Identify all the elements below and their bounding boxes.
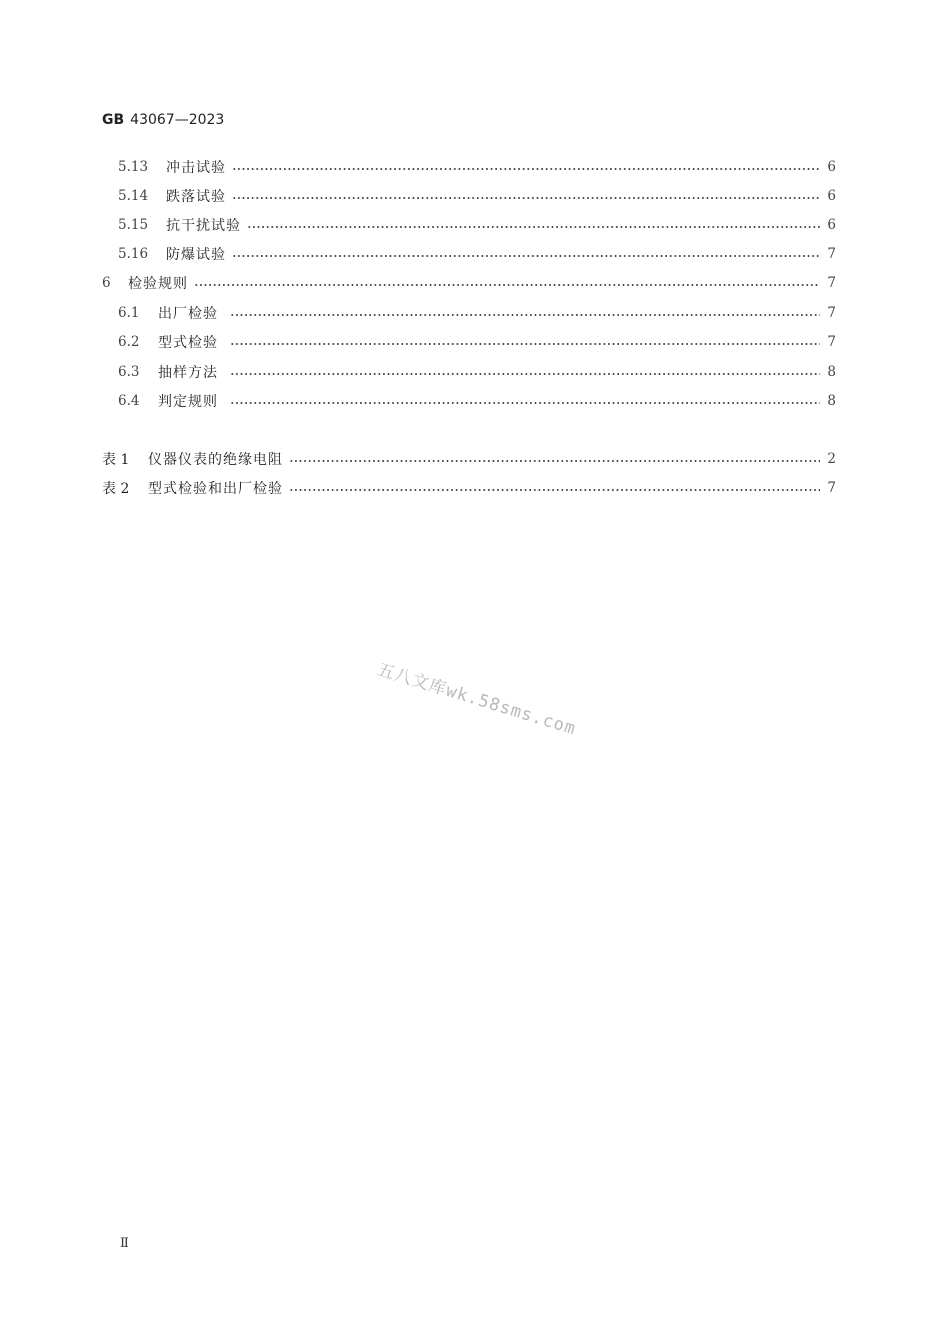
dot-leader — [230, 373, 820, 375]
toc-entry-number: 5.16 — [118, 246, 149, 262]
toc-entry-title: 型式检验 — [158, 335, 218, 351]
watermark: 五八文库wk.58sms.com — [374, 659, 579, 740]
toc-entry[interactable] — [118, 215, 836, 235]
toc-entry-title: 出厂检验 — [158, 306, 218, 322]
toc-entry-number: 5.15 — [118, 217, 149, 233]
table-entry-number: 表 1 — [102, 452, 130, 468]
dot-leader — [289, 460, 820, 462]
toc-entry-title: 冲击试验 — [166, 160, 226, 176]
table-list-entry[interactable] — [102, 478, 836, 498]
toc-entry-number: 6.2 — [118, 334, 140, 350]
toc-entry-title: 跌落试验 — [166, 189, 226, 205]
toc-entry[interactable] — [118, 332, 836, 352]
dot-leader — [230, 343, 820, 345]
toc-entry-page: 7 — [827, 275, 836, 291]
toc-entry[interactable] — [118, 244, 836, 264]
dot-leader — [232, 255, 820, 257]
toc-entry-page: 7 — [827, 246, 836, 262]
dot-leader — [230, 314, 820, 316]
toc-entry-number: 5.14 — [118, 188, 149, 204]
standard-prefix: GB — [102, 112, 125, 128]
toc-entry[interactable] — [118, 186, 836, 206]
toc-entry-page: 8 — [827, 393, 836, 409]
table-list-entry[interactable] — [102, 449, 836, 469]
standard-code: 43067—2023 — [130, 112, 225, 128]
toc-entry-title: 抽样方法 — [158, 365, 218, 381]
toc-entry[interactable] — [118, 303, 836, 323]
document-header — [102, 112, 224, 128]
dot-leader — [289, 489, 820, 491]
table-entry-title: 仪器仪表的绝缘电阻 — [148, 452, 283, 468]
dot-leader — [230, 402, 820, 404]
toc-entry-title: 检验规则 — [128, 276, 188, 292]
toc-entry[interactable] — [118, 391, 836, 411]
dot-leader — [232, 197, 820, 199]
toc-entry-title: 抗干扰试验 — [166, 218, 241, 234]
toc-entry-page: 7 — [827, 305, 836, 321]
toc-entry-title: 防爆试验 — [166, 247, 226, 263]
toc-entry-page: 6 — [827, 188, 836, 204]
toc-entry-page: 7 — [827, 334, 836, 350]
toc-entry-number: 6.3 — [118, 364, 140, 380]
dot-leader — [247, 226, 820, 228]
toc-entry-page: 6 — [827, 159, 836, 175]
toc-entry[interactable] — [118, 157, 836, 177]
toc-entry-page: 6 — [827, 217, 836, 233]
toc-entry-number: 6.1 — [118, 305, 140, 321]
table-entry-page: 2 — [827, 451, 836, 467]
toc-entry[interactable] — [118, 362, 836, 382]
dot-leader — [194, 284, 820, 286]
toc-entry-title: 判定规则 — [158, 394, 218, 410]
table-entry-title: 型式检验和出厂检验 — [148, 481, 283, 497]
table-entry-page: 7 — [827, 480, 836, 496]
table-entry-number: 表 2 — [102, 481, 130, 497]
toc-entry-number: 6.4 — [118, 393, 140, 409]
toc-entry-number: 6 — [102, 275, 111, 291]
page-number: Ⅱ — [120, 1236, 129, 1251]
toc-entry-page: 8 — [827, 364, 836, 380]
toc-entry[interactable] — [102, 273, 836, 293]
dot-leader — [232, 168, 820, 170]
toc-entry-number: 5.13 — [118, 159, 149, 175]
